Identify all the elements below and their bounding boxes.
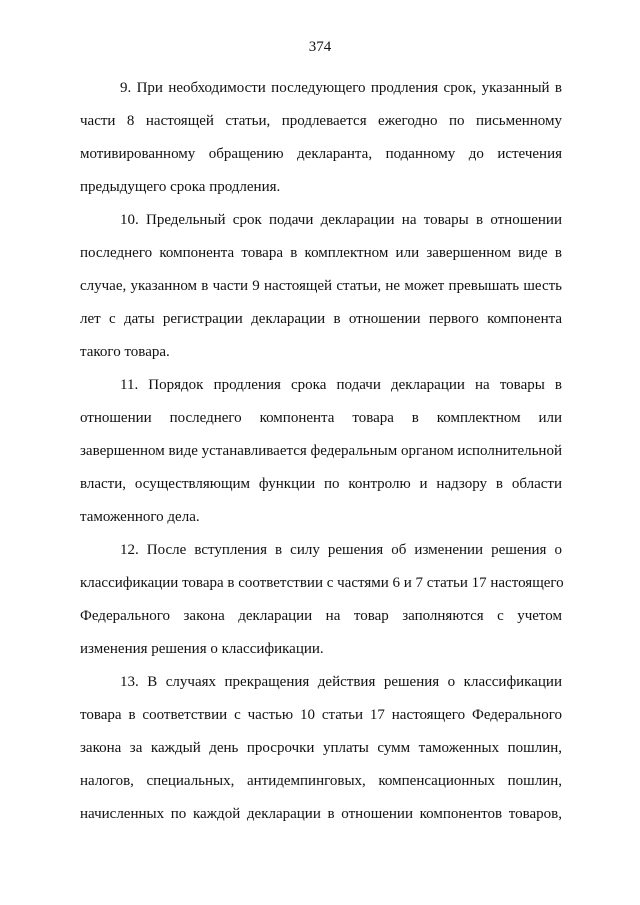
paragraph-line: 13. В случаях прекращения действия решения о классификации — [120, 674, 562, 690]
paragraph — [80, 369, 562, 534]
paragraph-line: предыдущего срока продления. — [80, 179, 281, 195]
paragraph-line: 11. Порядок продления срока подачи декларации на товары в — [120, 377, 562, 393]
page-number: 374 — [308, 39, 332, 55]
paragraph-line: Федерального закона декларации на товар заполняются с учетом — [80, 608, 562, 624]
paragraph — [80, 72, 562, 204]
paragraph — [80, 204, 562, 369]
paragraph-line: 10. Предельный срок подачи декларации на товары в отношении — [120, 212, 562, 228]
paragraph-line: отношении последнего компонента товара в комплектном или — [80, 410, 562, 426]
paragraph-line: товара в соответствии с частью 10 статьи 17 настоящего Федерального — [80, 707, 562, 723]
paragraph-line: классификации товара в соответствии с частями 6 и 7 статьи 17 настоящего — [80, 575, 564, 591]
document-body — [80, 72, 562, 831]
paragraph-line: таможенного дела. — [80, 509, 200, 525]
paragraph-line: мотивированному обращению декларанта, поданному до истечения — [80, 146, 562, 162]
paragraph-line: изменения решения о классификации. — [80, 641, 324, 657]
paragraph-line: последнего компонента товара в комплектном или завершенном виде в — [80, 245, 562, 261]
paragraph-line: части 8 настоящей статьи, продлевается ежегодно по письменному — [80, 113, 562, 129]
paragraph-line: случае, указанном в части 9 настоящей статьи, не может превышать шесть — [80, 278, 562, 294]
paragraph — [80, 666, 562, 831]
paragraph-line: завершенном виде устанавливается федеральным органом исполнительной — [80, 443, 562, 459]
paragraph — [80, 534, 562, 666]
paragraph-line: 9. При необходимости последующего продления срок, указанный в — [120, 80, 562, 96]
paragraph-line: власти, осуществляющим функции по контролю и надзору в области — [80, 476, 562, 492]
paragraph-line: такого товара. — [80, 344, 170, 360]
paragraph-line: налогов, специальных, антидемпинговых, компенсационных пошлин, — [80, 773, 562, 789]
paragraph-line: лет с даты регистрации декларации в отношении первого компонента — [80, 311, 562, 327]
paragraph-line: закона за каждый день просрочки уплаты сумм таможенных пошлин, — [80, 740, 562, 756]
paragraph-line: 12. После вступления в силу решения об изменении решения о — [120, 542, 562, 558]
paragraph-line: начисленных по каждой декларации в отношении компонентов товаров, — [80, 806, 562, 822]
